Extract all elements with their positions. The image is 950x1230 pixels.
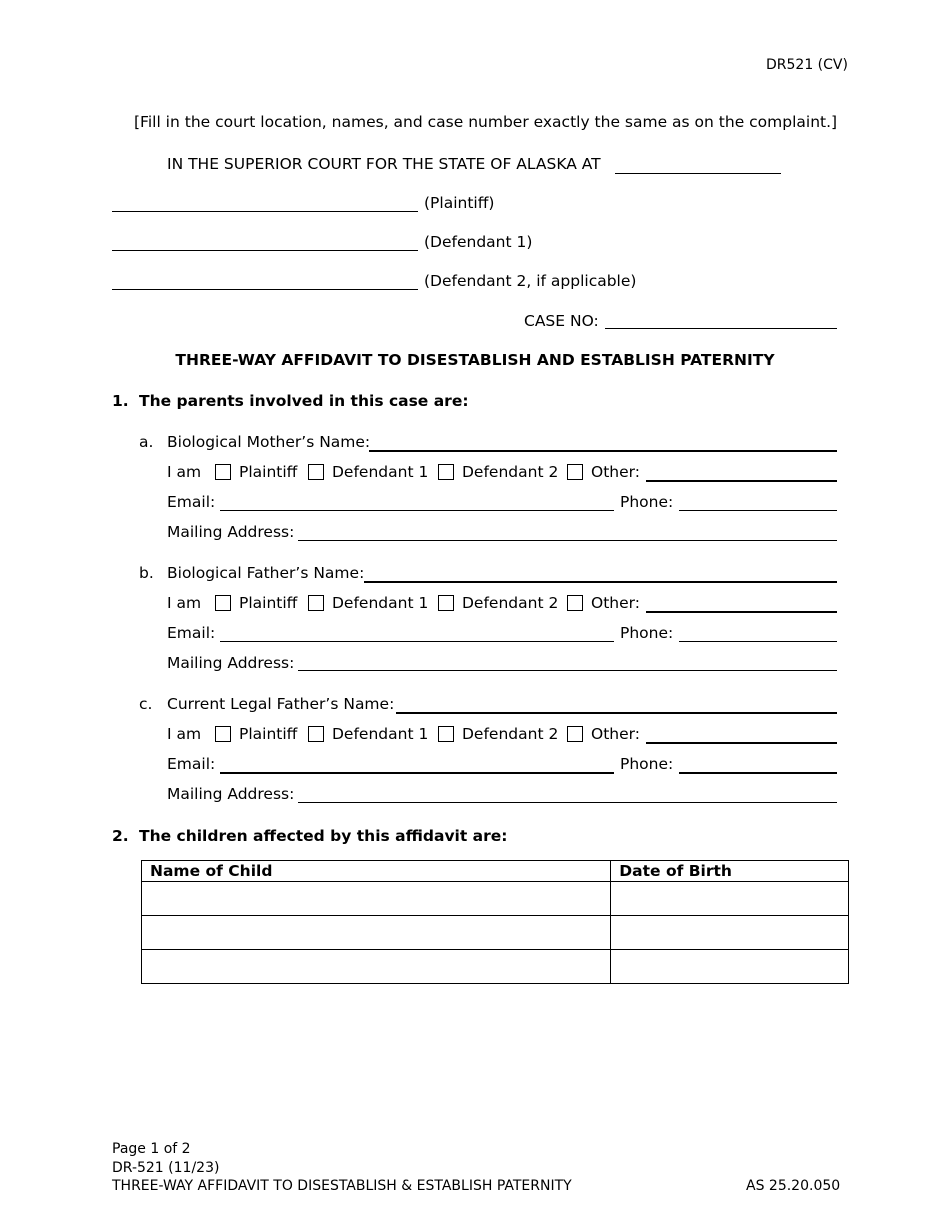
column-header-date-of-birth: Date of Birth: [611, 861, 849, 882]
mother-email-field[interactable]: [220, 510, 614, 511]
mother-mailing-address-field[interactable]: [298, 540, 837, 541]
defendant2-option-label: Defendant 2: [462, 463, 559, 481]
mother-defendant1-checkbox[interactable]: [308, 464, 324, 480]
defendant2-option-label: Defendant 2: [462, 725, 559, 743]
case-no-field[interactable]: [605, 328, 837, 329]
parent-letter: c.: [139, 695, 153, 713]
defendant1-option-label: Defendant 1: [332, 463, 429, 481]
plaintiff-name-field[interactable]: [112, 211, 418, 212]
legal-father-name-field[interactable]: [396, 712, 837, 714]
email-label: Email:: [167, 493, 216, 511]
defendant1-option-label: Defendant 1: [332, 594, 429, 612]
plaintiff-option-label: Plaintiff: [239, 725, 298, 743]
table-row: [142, 882, 849, 916]
child-name-cell[interactable]: [142, 916, 611, 950]
mother-phone-field[interactable]: [679, 510, 837, 511]
date-of-birth-cell[interactable]: [611, 950, 849, 984]
footer-page-number: Page 1 of 2: [112, 1141, 191, 1157]
phone-label: Phone:: [620, 755, 674, 773]
i-am-label: I am: [167, 725, 202, 743]
legal-father-other-checkbox[interactable]: [567, 726, 583, 742]
legal-father-other-field[interactable]: [646, 742, 837, 744]
mother-other-field[interactable]: [646, 480, 837, 482]
table-row: [142, 950, 849, 984]
phone-label: Phone:: [620, 624, 674, 642]
parent-name-label: Current Legal Father’s Name:: [167, 695, 395, 713]
father-email-field[interactable]: [220, 641, 614, 642]
father-mailing-address-field[interactable]: [298, 670, 837, 671]
father-other-checkbox[interactable]: [567, 595, 583, 611]
legal-father-phone-field[interactable]: [679, 772, 837, 774]
legal-father-email-field[interactable]: [220, 772, 614, 774]
mother-name-field[interactable]: [369, 450, 837, 452]
father-phone-field[interactable]: [679, 641, 837, 642]
i-am-label: I am: [167, 594, 202, 612]
defendant1-option-label: Defendant 1: [332, 725, 429, 743]
plaintiff-option-label: Plaintiff: [239, 463, 298, 481]
other-option-label: Other:: [591, 594, 640, 612]
mother-defendant2-checkbox[interactable]: [438, 464, 454, 480]
i-am-label: I am: [167, 463, 202, 481]
mailing-address-label: Mailing Address:: [167, 523, 295, 541]
court-location-field[interactable]: [615, 173, 781, 174]
parent-name-label: Biological Mother’s Name:: [167, 433, 371, 451]
plaintiff-option-label: Plaintiff: [239, 594, 298, 612]
other-option-label: Other:: [591, 725, 640, 743]
child-name-cell[interactable]: [142, 882, 611, 916]
date-of-birth-cell[interactable]: [611, 882, 849, 916]
legal-father-plaintiff-checkbox[interactable]: [215, 726, 231, 742]
defendant1-name-field[interactable]: [112, 250, 418, 251]
legal-father-defendant1-checkbox[interactable]: [308, 726, 324, 742]
mailing-address-label: Mailing Address:: [167, 785, 295, 803]
other-option-label: Other:: [591, 463, 640, 481]
legal-father-defendant2-checkbox[interactable]: [438, 726, 454, 742]
case-no-label: CASE NO:: [524, 312, 599, 330]
table-row: [142, 916, 849, 950]
column-header-child-name: Name of Child: [142, 861, 611, 882]
children-table: [141, 860, 849, 984]
email-label: Email:: [167, 755, 216, 773]
father-other-field[interactable]: [646, 611, 837, 613]
defendant2-label: (Defendant 2, if applicable): [424, 272, 637, 290]
footer-form-title: THREE-WAY AFFIDAVIT TO DISESTABLISH & ESTABLISH PATERNITY: [112, 1178, 572, 1194]
defendant2-option-label: Defendant 2: [462, 594, 559, 612]
footer-statute: AS 25.20.050: [746, 1178, 841, 1194]
parent-letter: a.: [139, 433, 154, 451]
mailing-address-label: Mailing Address:: [167, 654, 295, 672]
form-code: DR521 (CV): [766, 57, 848, 73]
phone-label: Phone:: [620, 493, 674, 511]
email-label: Email:: [167, 624, 216, 642]
legal-father-mailing-address-field[interactable]: [298, 802, 837, 803]
father-defendant1-checkbox[interactable]: [308, 595, 324, 611]
table-header-row: [142, 861, 849, 882]
court-heading: IN THE SUPERIOR COURT FOR THE STATE OF ALASKA AT: [167, 155, 601, 173]
father-name-field[interactable]: [364, 581, 837, 583]
section1-heading: The parents involved in this case are:: [139, 392, 469, 410]
page-title: THREE-WAY AFFIDAVIT TO DISESTABLISH AND ESTABLISH PATERNITY: [175, 351, 775, 369]
father-defendant2-checkbox[interactable]: [438, 595, 454, 611]
child-name-cell[interactable]: [142, 950, 611, 984]
father-plaintiff-checkbox[interactable]: [215, 595, 231, 611]
mother-plaintiff-checkbox[interactable]: [215, 464, 231, 480]
section1-number: 1.: [112, 392, 129, 410]
plaintiff-label: (Plaintiff): [424, 194, 495, 212]
parent-name-label: Biological Father’s Name:: [167, 564, 365, 582]
section2-number: 2.: [112, 827, 129, 845]
instruction-text: [Fill in the court location, names, and case number exactly the same as on the complaint.]: [134, 113, 838, 131]
defendant1-label: (Defendant 1): [424, 233, 533, 251]
date-of-birth-cell[interactable]: [611, 916, 849, 950]
footer-form-revision: DR-521 (11/23): [112, 1160, 220, 1176]
defendant2-name-field[interactable]: [112, 289, 418, 290]
section2-heading: The children affected by this affidavit are:: [139, 827, 508, 845]
parent-letter: b.: [139, 564, 154, 582]
mother-other-checkbox[interactable]: [567, 464, 583, 480]
